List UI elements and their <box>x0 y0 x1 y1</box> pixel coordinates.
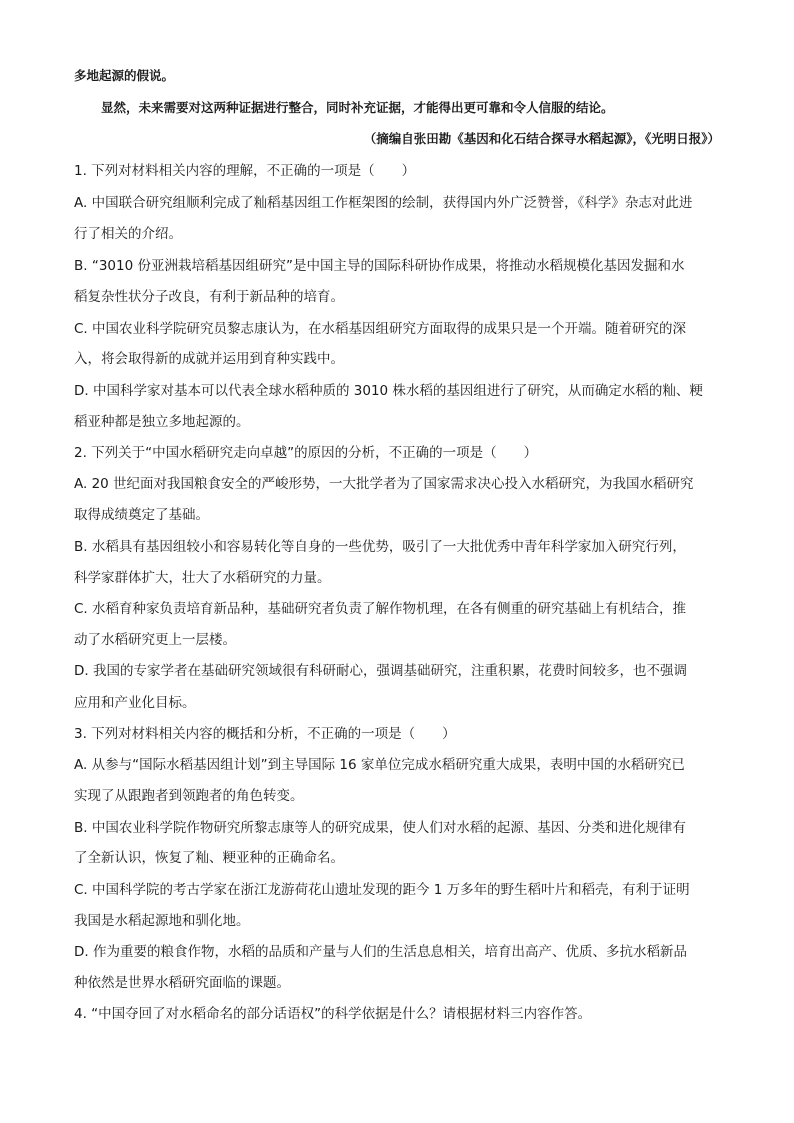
q3-option-d-cont: 种依然是世界水稻研究面临的课题。 <box>74 975 290 991</box>
q3-option-a-cont: 实现了从跟跑者到领跑者的角色转变。 <box>74 788 304 804</box>
q1-option-a: A. 中国联合研究组顺利完成了籼稻基因组工作框架图的绘制，获得国内外广泛赞誉，《科学》杂志对此进 <box>74 195 693 211</box>
q3-option-a: A. 从参与“国际水稻基因组计划”到主导国际 16 家单位完成水稻研究重大成果，表明中国的水稻研究已 <box>74 757 685 773</box>
question-3-stem: 3. 下列对材料相关内容的概括和分析，不正确的一项是（ ） <box>74 726 456 742</box>
q1-option-b: B. “3010 份亚洲栽培稻基因组研究”是中国主导的国际科研协作成果，将推动水稻规模化基因发掘和水 <box>74 258 685 274</box>
q1-option-c-cont: 入，将会取得新的成就并运用到育种实践中。 <box>74 351 344 367</box>
q1-option-b-cont: 稻复杂性状分子改良，有利于新品种的培育。 <box>74 289 344 305</box>
q3-option-b-cont: 了全新认识，恢复了籼、粳亚种的正确命名。 <box>74 850 344 866</box>
passage-line: 显然，未来需要对这两种证据进行整合，同时补充证据，才能得出更可靠和令人信服的结论。 <box>101 100 614 115</box>
question-2-stem: 2. 下列关于“中国水稻研究走向卓越”的原因的分析，不正确的一项是（ ） <box>74 445 538 461</box>
q3-option-b: B. 中国农业科学院作物研究所黎志康等人的研究成果，使人们对水稻的起源、基因、分类和进化规律有 <box>74 820 686 836</box>
q2-option-c-cont: 动了水稻研究更上一层楼。 <box>74 632 236 648</box>
q2-option-a-cont: 取得成绩奠定了基础。 <box>74 507 209 523</box>
q1-option-c: C. 中国农业科学院研究员黎志康认为，在水稻基因组研究方面取得的成果只是一个开端。随着研究的深 <box>74 321 687 337</box>
q3-option-d: D. 作为重要的粮食作物，水稻的品质和产量与人们的生活息息相关，培育出高产、优质、多抗水稻新品 <box>74 944 687 960</box>
q2-option-a: A. 20 世纪面对我国粮食安全的严峻形势，一大批学者为了国家需求决心投入水稻研究，为我国水稻研究 <box>74 476 694 492</box>
passage-line: 多地起源的假说。 <box>74 68 175 83</box>
q3-option-c-cont: 我国是水稻起源地和驯化地。 <box>74 913 250 929</box>
q1-option-d: D. 中国科学家对基本可以代表全球水稻种质的 3010 株水稻的基因组进行了研究，从而确定水稻的籼、粳 <box>74 383 703 399</box>
q2-option-d: D. 我国的专家学者在基础研究领域很有科研耐心，强调基础研究，注重积累，花费时间较多，也不强调 <box>74 663 687 679</box>
q1-option-a-cont: 行了相关的介绍。 <box>74 226 182 242</box>
q2-option-d-cont: 应用和产业化目标。 <box>74 695 196 711</box>
question-4-stem: 4. “中国夺回了对水稻命名的部分话语权”的科学依据是什么？请根据材料三内容作答。 <box>74 1006 592 1022</box>
passage-source: （摘编自张田勘《基因和化石结合探寻水稻起源》，《光明日报》） <box>363 131 720 146</box>
q1-option-d-cont: 稻亚种都是独立多地起源的。 <box>74 414 250 430</box>
q2-option-b: B. 水稻具有基因组较小和容易转化等自身的一些优势，吸引了一大批优秀中青年科学家加入研究行列， <box>74 539 686 555</box>
q2-option-c: C. 水稻育种家负责培育新品种，基础研究者负责了解作物机理，在各有侧重的研究基础上有机结合，推 <box>74 601 687 617</box>
q2-option-b-cont: 科学家群体扩大，壮大了水稻研究的力量。 <box>74 570 331 586</box>
question-1-stem: 1. 下列对材料相关内容的理解，不正确的一项是（ ） <box>74 163 416 179</box>
q3-option-c: C. 中国科学院的考古学家在浙江龙游荷花山遗址发现的距今 1 万多年的野生稻叶片和稻壳，有利于证明 <box>74 882 690 898</box>
